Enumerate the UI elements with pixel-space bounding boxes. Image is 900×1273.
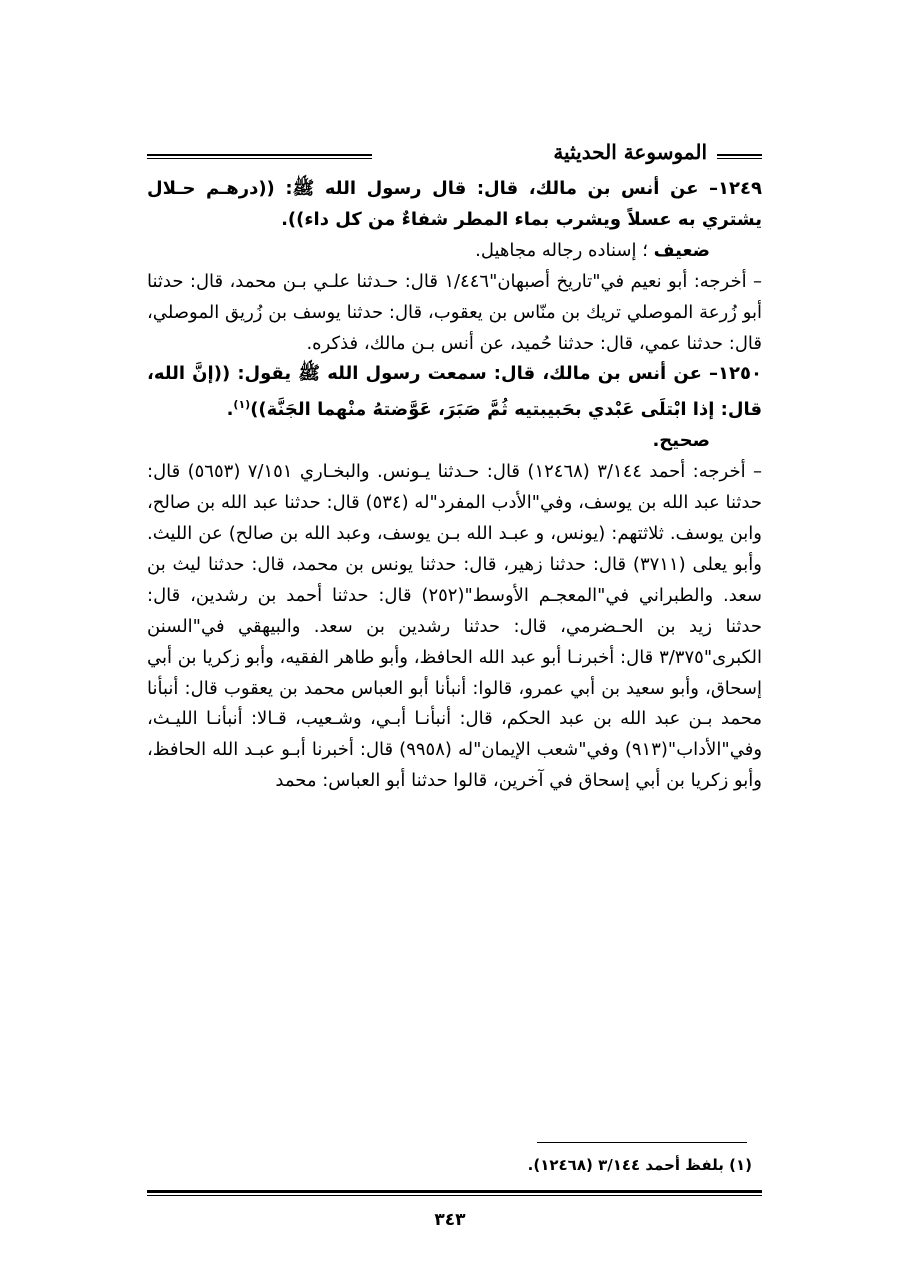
- takhrij-1249: [147, 267, 762, 360]
- header-rule-left: [147, 154, 372, 159]
- hadith-number: ١٢٤٩: [718, 178, 762, 199]
- footnote-separator: [537, 1142, 747, 1143]
- takhrij-text: – أخرجه: أحمد ٣/١٤٤ (١٢٤٦٨) قال: حـدثنا يـونس. والبخـاري ٧/١٥١ (٥٦٥٣) قال: حدثنا عبد الله بن يوسف، وفي"الأدب المفرد"له (٥٣٤) قال: حدثنا عبد الله بن صالح، وابن يوسف. ثلاثتهم: (يونس، و عبـد الله بـن يوسف، وعبد الله بن صالح) عن الليث. وأبو يعلى (٣٧١١) قال: حدثنا زهير، قال: حدثنا يونس بن محمد، قال: حدثنا ليث بن سعد. والطبراني في"المعجـم الأوسط"(٢٥٢) قال: حدثنا أحمد بن رشدين، قال: حدثنا زيد بن الحـضرمي، قال: حدثنا رشدين بن سعد. والبيهقي في"السنن الكبرى"٣/٣٧٥ قال: أخبرنـا أبو عبد الله الحافظ، وأبو طاهر الفقيه، وأبو زكريا بن أبي إسحاق، وأبو سعيد بن أبي عمرو، قالوا: أنبأنا أبو العباس محمد بن يعقوب قال: أنبأنا محمد بـن عبد الله بن عبد الحكم، قال: أنبأنـا أبـي، وشـعيب، قـالا: أنبأنـا الليـث، وفي"الأداب"(٩١٣) وفي"شعب الإيمان"له (٩٩٥٨) قال: أخبرنا أبـو عبـد الله الحافظ، وأبو زكريا بن أبي إسحاق في آخرين، قالوا حدثنا أبو العباس: محمد: [147, 461, 763, 792]
- hadith-number: ١٢٥٠: [718, 363, 762, 385]
- main-text: [147, 174, 762, 797]
- hadith-tail: .: [226, 399, 234, 421]
- grade-label: ضعيف: [653, 239, 710, 261]
- hadith-1250: [147, 359, 762, 426]
- header-rule-right: [717, 154, 762, 159]
- hadith-1249: [147, 174, 762, 236]
- page-number: ٣٤٣: [434, 1210, 466, 1230]
- footnote-ref[interactable]: (١): [233, 398, 251, 412]
- grade-line-1250: [147, 426, 762, 457]
- page-header: [147, 140, 762, 170]
- grade-line-1249: [147, 236, 762, 267]
- footnote: (١) بلفظ أحمد ٣/١٤٤ (١٢٤٦٨).: [527, 1156, 752, 1174]
- hadith-text: – عن أنس بن مالك، قال: سمعت رسول الله ﷺ يقول: ((إنَّ الله، قال: إذا ابْتلَى عَبْدي بحَبيبتيه ثُمَّ صَبَرَ، عَوَّضتهُ منْهما الجَنَّة)): [147, 363, 762, 421]
- takhrij-text: – أخرجه: أبو نعيم في"تاريخ أصبهان"١/٤٤٦ قال: حـدثنا علـي بـن محمد، قال: حدثنا أبو زُرعة الموصلي تريك بن منّاس بن يعقوب، قال: حدثنا يوسف بن زُريق الموصلي، قال: حدثنا عمي، قال: حدثنا حُميد، عن أنس بـن مالك، فذكره.: [147, 270, 762, 354]
- header-title: الموسوعة الحديثية: [553, 140, 707, 164]
- footer-rule: [147, 1190, 762, 1196]
- hadith-text: – عن أنس بن مالك، قال: قال رسول الله ﷺ: ((درهـم حـلال يشتري به عسلاً ويشرب بماء المطر شفاءٌ من كل داء)).: [147, 178, 762, 230]
- grade-label: صحيح.: [652, 430, 710, 452]
- grade-note: ؛ إسناده رجاله مجاهيل.: [475, 239, 648, 261]
- takhrij-1250: [147, 457, 762, 797]
